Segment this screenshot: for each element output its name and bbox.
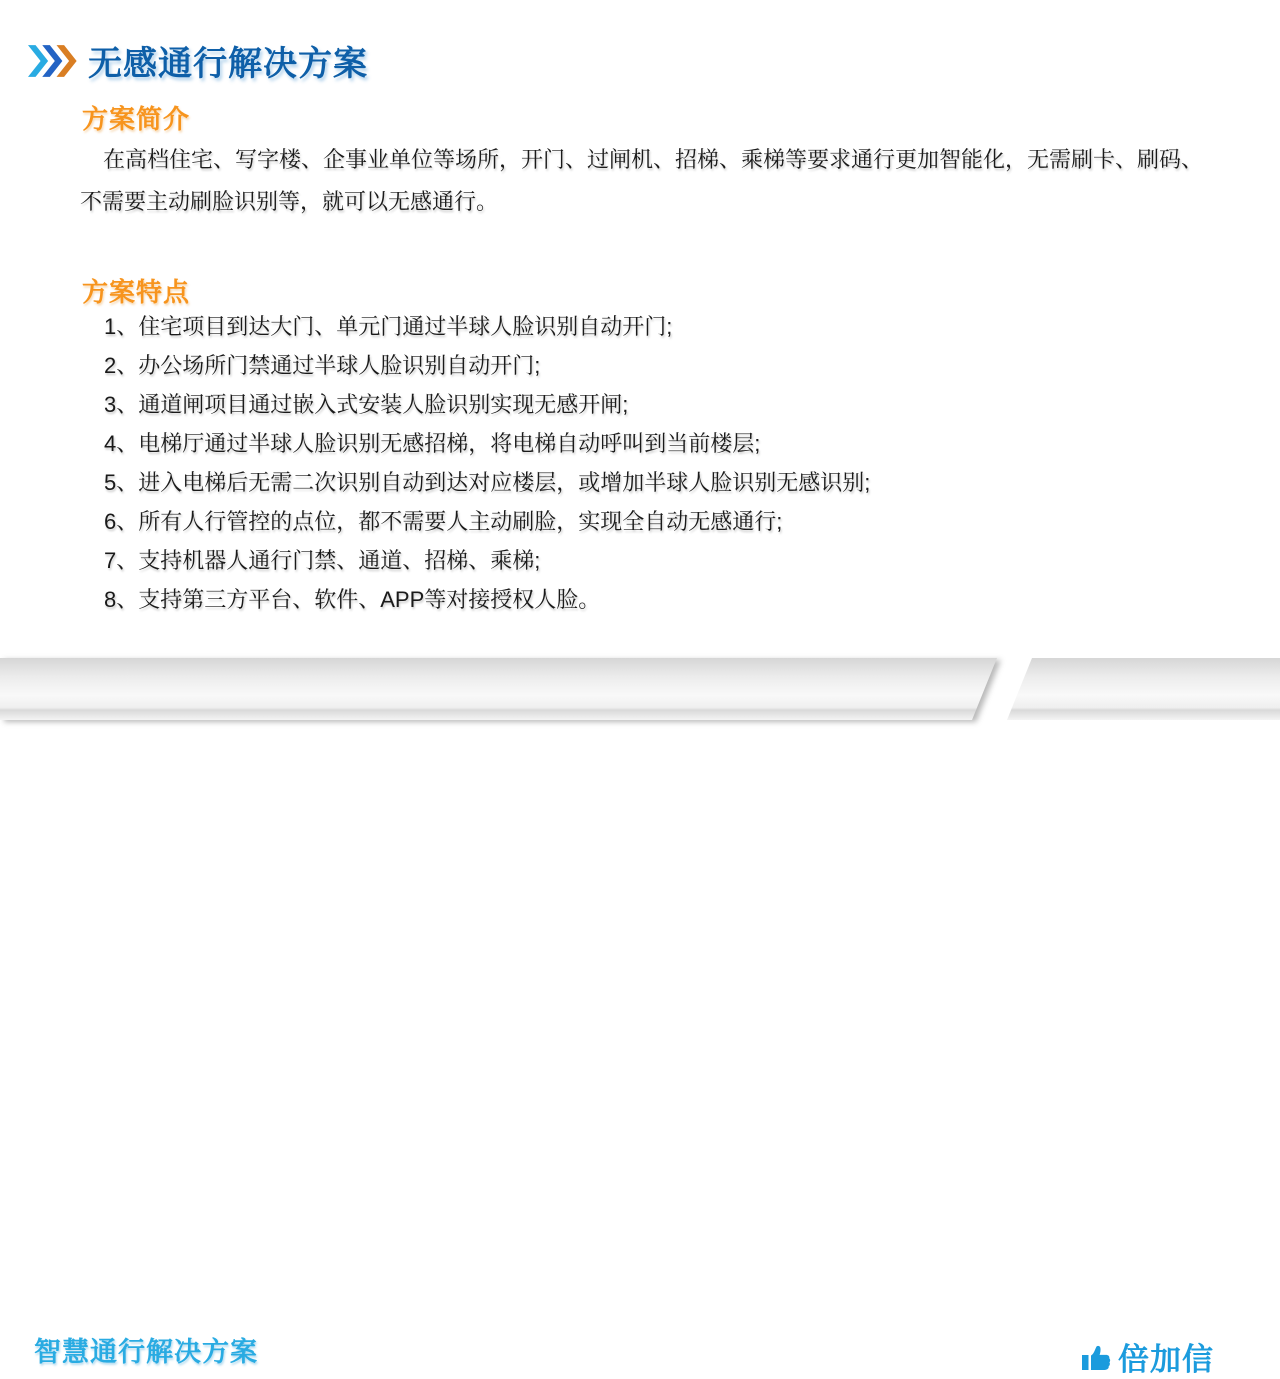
feature-item-8: 8、支持第三方平台、软件、APP等对接授权人脸。 (104, 587, 601, 612)
footer-slogan: 智慧通行解决方案 (34, 1337, 258, 1367)
footer-right-bar (1007, 658, 1280, 720)
page-title: 无感通行解决方案 (88, 45, 368, 83)
thumbs-up-icon (1082, 1342, 1114, 1372)
footer-left-bar (0, 658, 997, 720)
feature-item-1: 1、住宅项目到达大门、单元门通过半球人脸识别自动开门; (104, 314, 673, 339)
feature-item-2: 2、办公场所门禁通过半球人脸识别自动开门; (104, 353, 541, 378)
intro-paragraph (80, 139, 1204, 223)
brand-name: 倍加信 (1118, 1342, 1214, 1377)
slide-header (28, 36, 368, 85)
feature-item-5: 5、进入电梯后无需二次识别自动到达对应楼层，或增加半球人脸识别无感识别; (104, 470, 871, 495)
features-section-heading: 方案特点 (82, 277, 191, 307)
feature-item-7: 7、支持机器人通行门禁、通道、招梯、乘梯; (104, 548, 541, 573)
intro-line-1: 在高档住宅、写字楼、企事业单位等场所，开门、过闸机、招梯、乘梯等要求通行更加智能化，无需刷卡、刷码、 (103, 147, 1204, 172)
footer-left-bar-shape (0, 658, 997, 720)
feature-item-3: 3、通道闸项目通过嵌入式安装人脸识别实现无感开闸; (104, 392, 629, 417)
slide-footer (0, 658, 1280, 1377)
triple-chevron-icon (28, 42, 80, 80)
feature-list (104, 307, 870, 619)
brand-logo (1082, 1334, 1214, 1379)
feature-item-4: 4、电梯厅通过半球人脸识别无感招梯，将电梯自动呼叫到当前楼层; (104, 431, 761, 456)
feature-item-6: 6、所有人行管控的点位，都不需要人主动刷脸，实现全自动无感通行; (104, 509, 783, 534)
intro-section-heading: 方案简介 (82, 104, 191, 134)
intro-line-2: 不需要主动刷脸识别等，就可以无感通行。 (80, 189, 499, 214)
